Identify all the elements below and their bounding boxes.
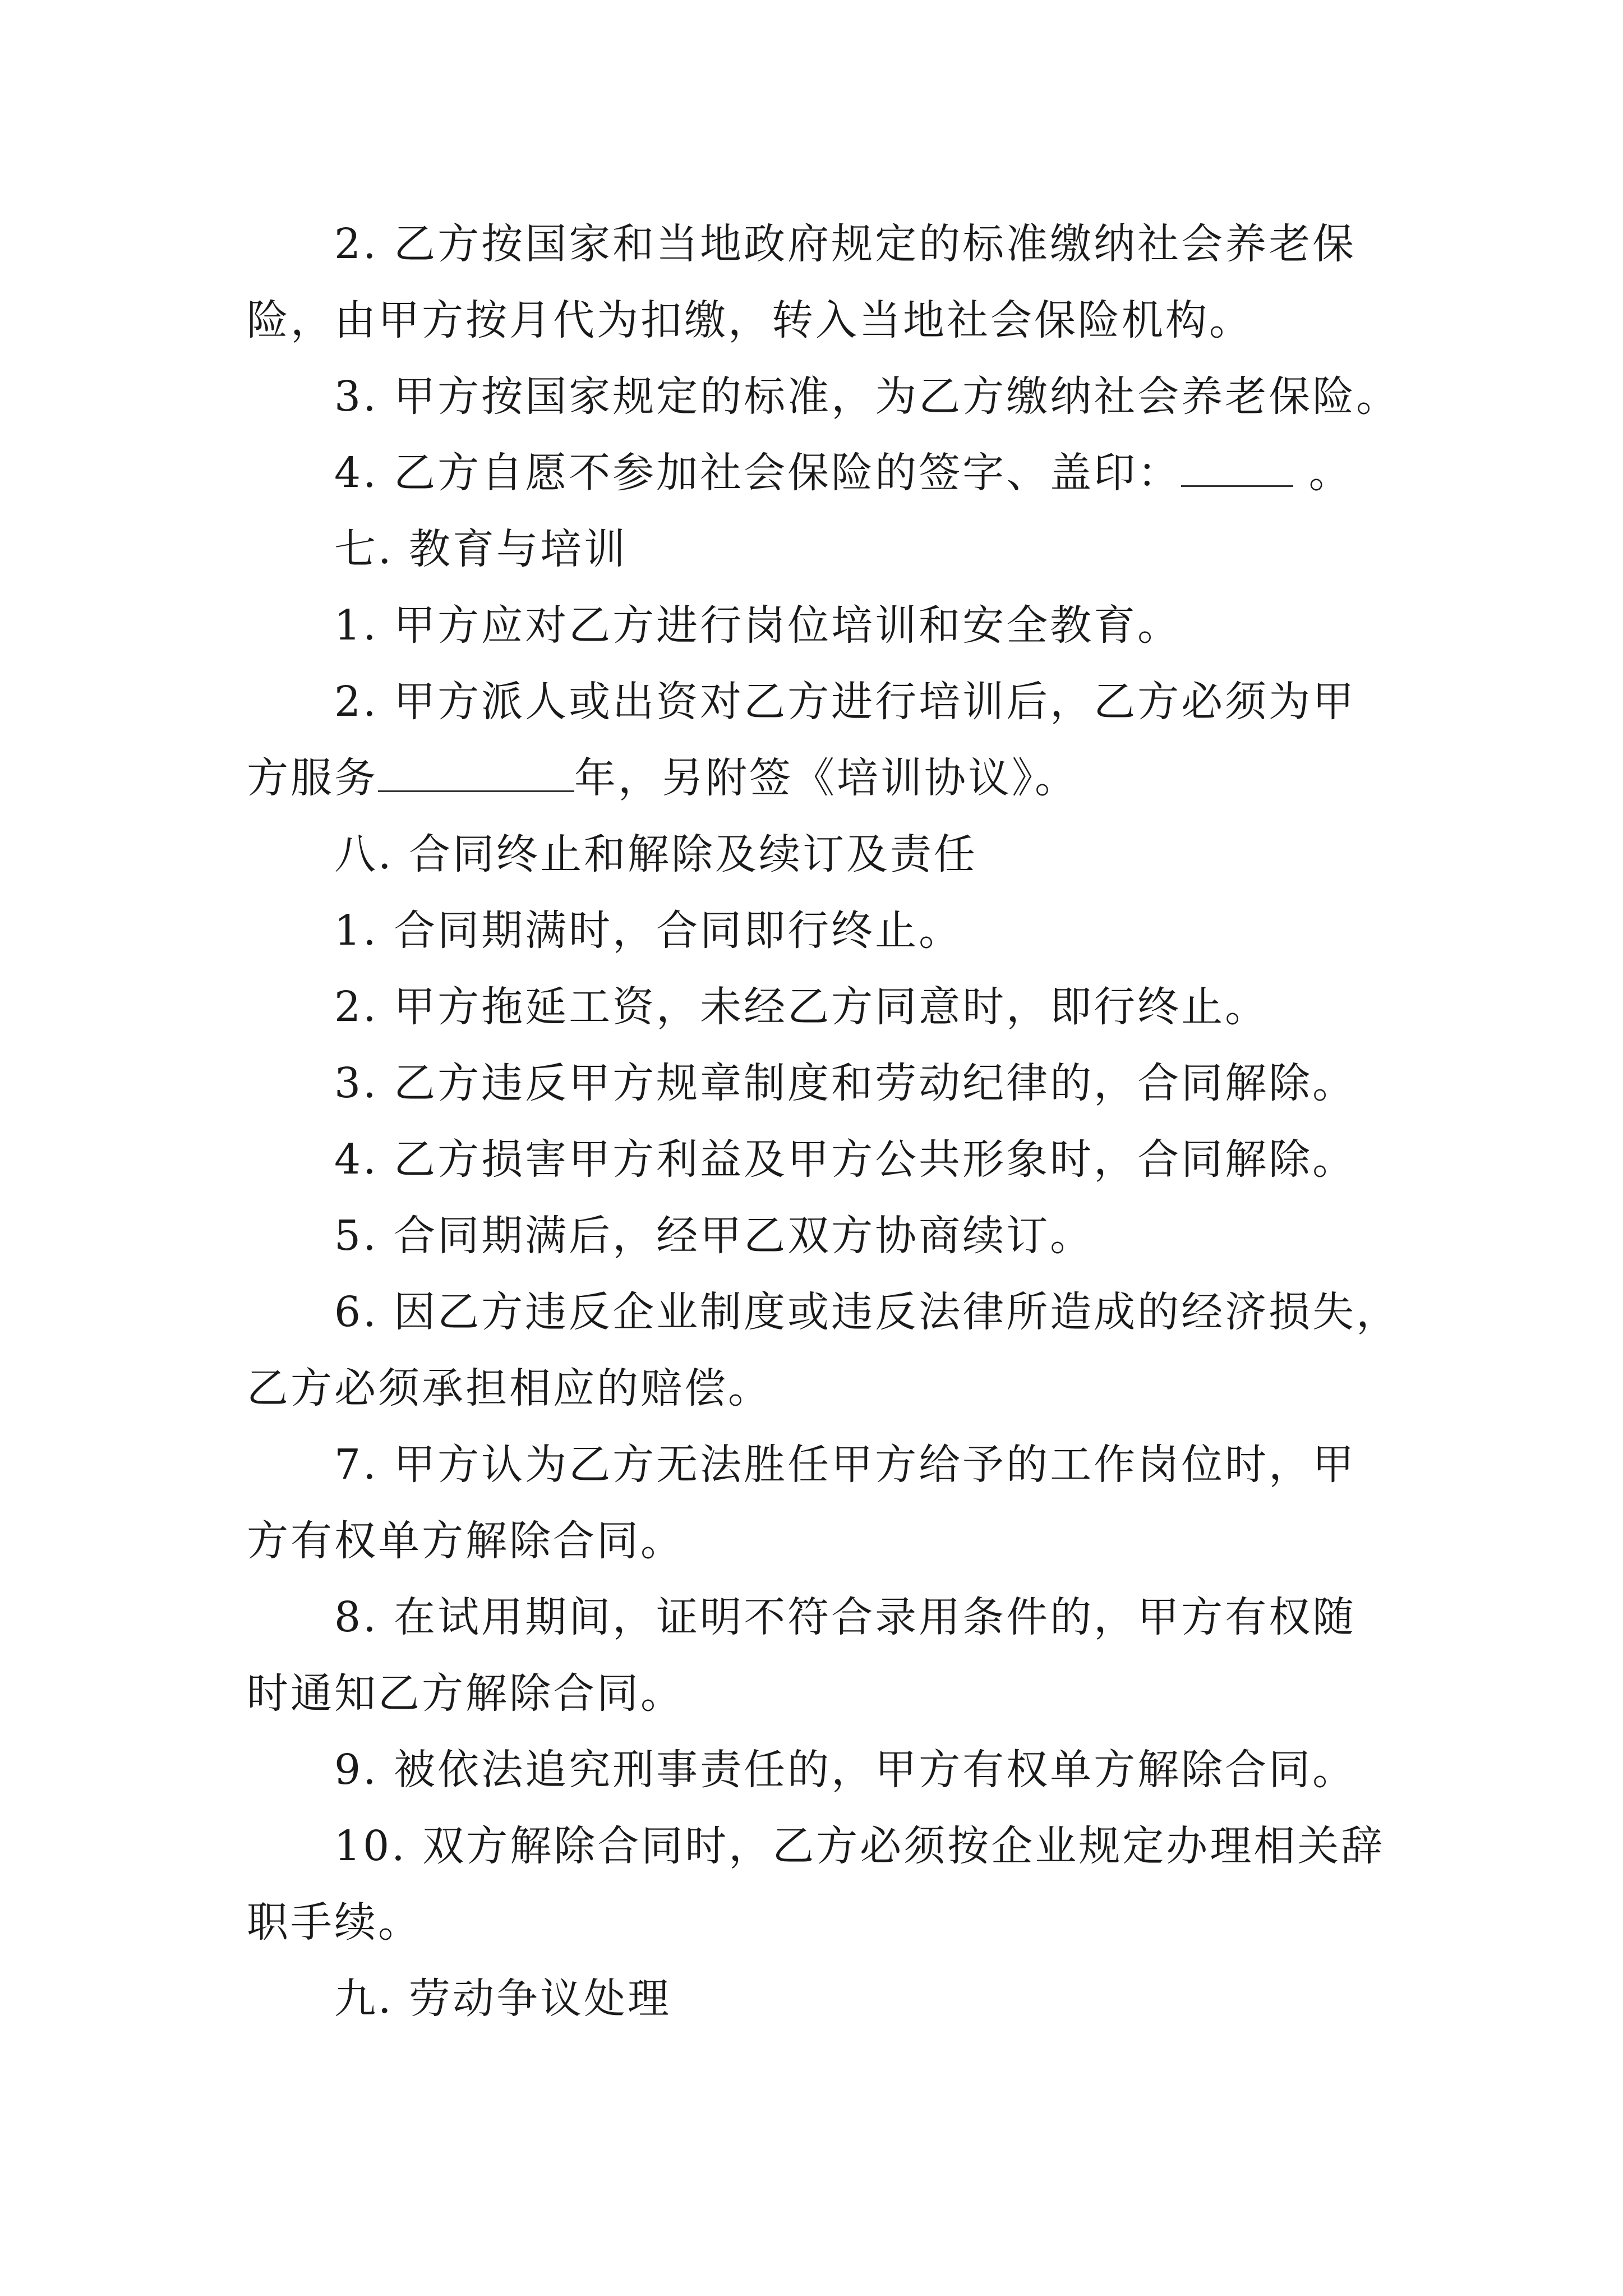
section-9-heading: 九. 劳动争议处理	[334, 1975, 672, 2023]
clause-8-1: 1. 合同期满时，合同即行终止。	[334, 907, 963, 955]
clause-6-4-end: 。	[1293, 449, 1353, 497]
clause-8-5: 5. 合同期满后，经甲乙双方协商续订。	[334, 1212, 1094, 1260]
clause-7-1: 1. 甲方应对乙方进行岗位培训和安全教育。	[334, 601, 1182, 650]
clause-8-4: 4. 乙方损害甲方利益及甲方公共形象时，合同解除。	[334, 1135, 1357, 1184]
clause-7-2-text-a: 方服务	[247, 754, 378, 802]
clause-8-8-line-2: 时通知乙方解除合同。	[247, 1669, 684, 1718]
clause-7-2-line-2	[247, 750, 1391, 806]
clause-6-4-text: 4. 乙方自愿不参加社会保险的签字、盖印：	[334, 449, 1182, 497]
clause-8-7-line-2: 方有权单方解除合同。	[247, 1517, 684, 1565]
clause-8-9: 9. 被依法追究刑事责任的，甲方有权单方解除合同。	[334, 1746, 1357, 1794]
clause-8-10-line-2: 职手续。	[247, 1898, 422, 1947]
service-years-blank	[378, 757, 574, 792]
clause-7-2-line-1: 2. 甲方派人或出资对乙方进行培训后，乙方必须为甲	[334, 678, 1357, 726]
clause-7-2-text-b: 年，另附签《培训协议》。	[574, 754, 1078, 802]
clause-8-7-line-1: 7. 甲方认为乙方无法胜任甲方给予的工作岗位时，甲	[334, 1441, 1357, 1489]
signature-blank	[1181, 452, 1293, 487]
section-8-heading: 八. 合同终止和解除及续订及责任	[334, 830, 978, 878]
clause-8-6-line-2: 乙方必须承担相应的赔偿。	[247, 1364, 772, 1412]
clause-8-8-line-1: 8. 在试用期间，证明不符合录用条件的，甲方有权随	[334, 1593, 1357, 1641]
clause-8-2: 2. 甲方拖延工资，未经乙方同意时，即行终止。	[334, 983, 1269, 1031]
clause-8-3: 3. 乙方违反甲方规章制度和劳动纪律的，合同解除。	[334, 1059, 1357, 1107]
clause-6-4	[334, 445, 1478, 501]
clause-6-2-line-2: 险，由甲方按月代为扣缴，转入当地社会保险机构。	[247, 296, 1253, 344]
clause-6-2-line-1: 2. 乙方按国家和当地政府规定的标准缴纳社会养老保	[334, 220, 1357, 268]
clause-8-6-line-1: 6. 因乙方违反企业制度或违反法律所造成的经济损失，	[334, 1288, 1400, 1336]
clause-6-3: 3. 甲方按国家规定的标准，为乙方缴纳社会养老保险。	[334, 372, 1400, 421]
section-7-heading: 七. 教育与培训	[334, 525, 628, 573]
clause-8-10-line-1: 10. 双方解除合同时，乙方必须按企业规定办理相关辞	[334, 1822, 1385, 1870]
